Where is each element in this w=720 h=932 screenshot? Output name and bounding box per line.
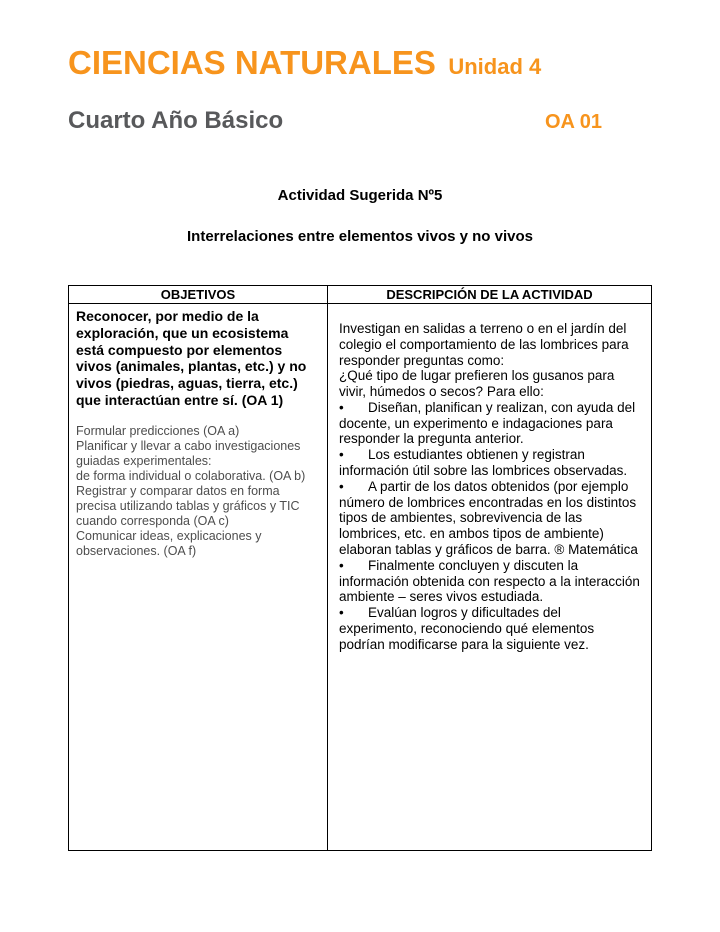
description-intro: ¿Qué tipo de lugar prefieren los gusanos para vivir, húmedos o secos? Para ello: (339, 368, 615, 400)
objective-item: de forma individual o colaborativa. (OA b) (76, 468, 306, 483)
unit-label: Unidad 4 (448, 54, 542, 79)
objective-item: Registrar y comparar datos en forma precisa utilizando tablas y gráficos y TIC cuando corresponda (OA c) (76, 483, 300, 528)
bullet-text: Evalúan logros y dificultades del experimento, reconociendo qué elementos podrían modificarse para la siguiente vez. (339, 605, 595, 652)
bullet-icon: • (339, 557, 344, 573)
activity-subtitle: Interrelaciones entre elementos vivos y no vivos (187, 228, 533, 245)
bullet-text: Los estudiantes obtienen y registran información útil sobre las lombrices observadas. (339, 447, 628, 479)
document-title: CIENCIAS NATURALES (68, 44, 436, 81)
objective-secondary-list (76, 424, 319, 559)
table-header-row (69, 286, 652, 304)
document-header (68, 44, 652, 135)
objective-item: Planificar y llevar a cabo investigaciones guiadas experimentales: (76, 438, 301, 468)
activity-title: Actividad Sugerida Nº5 (277, 187, 443, 204)
bullet-icon: • (339, 399, 344, 415)
description-intro: Investigan en salidas a terreno o en el jardín del colegio el comportamiento de las lombrices para responder preguntas como: (339, 321, 629, 368)
bullet-item (339, 447, 641, 479)
activity-header (68, 187, 652, 245)
objective-main-text: Reconocer, por medio de la exploración, que un ecosistema está compuesto por elementos vivos (animales, plantas, etc.) y no vivos (piedras, aguas, tierra, etc.) que interactúan entre sí. (OA 1) (76, 308, 307, 408)
column-header-descripcion: DESCRIPCIÓN DE LA ACTIVIDAD (328, 286, 652, 304)
bullet-icon: • (339, 447, 344, 463)
bullet-icon: • (339, 478, 344, 494)
bullet-icon: • (339, 605, 344, 621)
objective-item: Formular predicciones (OA a) (76, 423, 240, 438)
bullet-text: Finalmente concluyen y discuten la información obtenida con respecto a la interacción ambiente – seres vivos estudiada. (339, 557, 640, 605)
grade-label: Cuarto Año Básico (68, 107, 284, 134)
bullet-item (339, 558, 641, 605)
oa-code-label: OA 01 (544, 111, 602, 133)
bullet-item (339, 400, 641, 447)
grade-row (68, 107, 652, 135)
objective-item: Comunicar ideas, explicaciones y observaciones. (OA f) (76, 528, 262, 558)
bullet-item (339, 479, 641, 558)
table-body-row (69, 304, 652, 851)
objectives-cell (69, 304, 328, 851)
objectives-description-table (68, 285, 652, 851)
bullet-text: Diseñan, planifican y realizan, con ayuda del docente, un experimento e indagaciones para responder la pregunta anterior. (339, 399, 636, 447)
description-cell (328, 304, 652, 851)
bullet-text: A partir de los datos obtenidos (por ejemplo número de lombrices encontradas en los distintos tipos de ambientes, sobrevivencia de las lombrices, etc. en ambos tipos de ambiente) elaboran tablas y gráficos de barra. ® Matemática (339, 478, 638, 557)
title-line (68, 44, 652, 82)
bullet-item (339, 605, 641, 652)
column-header-objetivos: OBJETIVOS (69, 286, 328, 304)
